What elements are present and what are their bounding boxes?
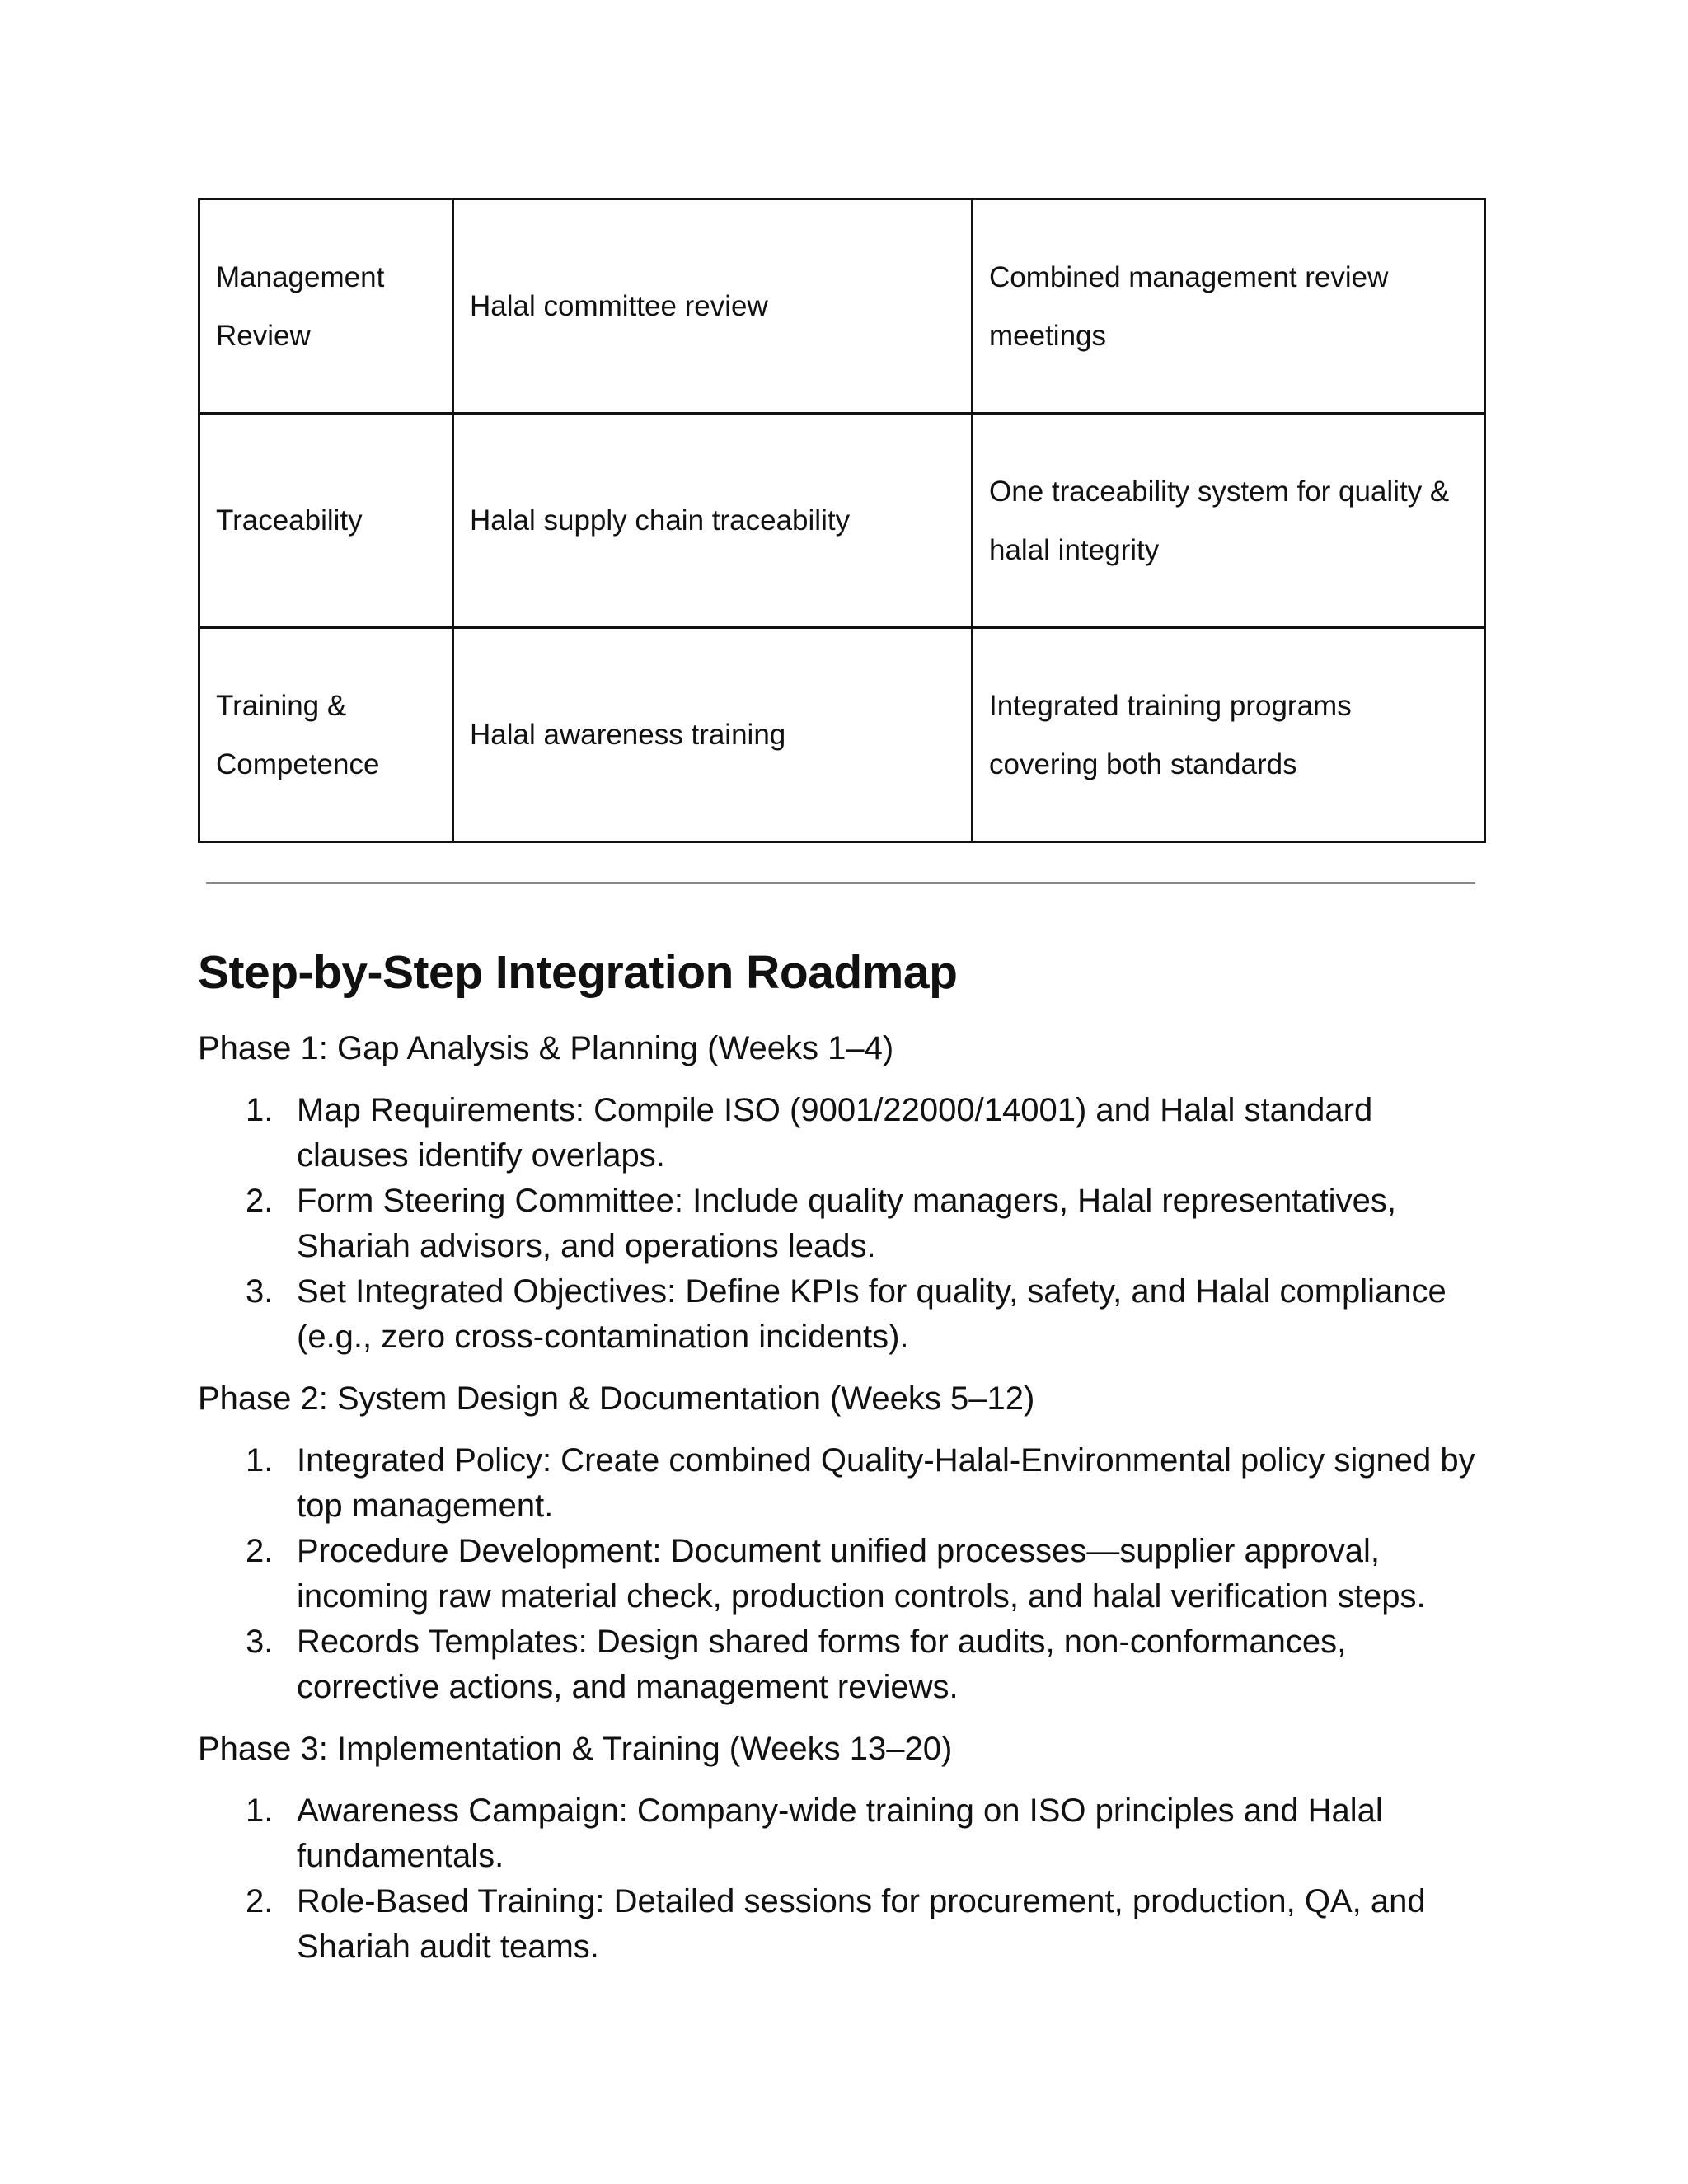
list-number: 2.	[246, 1533, 274, 1569]
list-item-text: Form Steering Committee: Include quality managers, Halal representatives, Shariah advisors, and operations leads.	[297, 1183, 1396, 1264]
table-cell-area: Training & Competence	[199, 628, 453, 842]
list-number: 3.	[246, 1624, 274, 1660]
table-cell-halal: Halal supply chain traceability	[453, 414, 973, 628]
list-number: 1.	[246, 1442, 274, 1479]
list-item-text: Records Templates: Design shared forms for audits, non-conformances, corrective actions, and management reviews.	[297, 1624, 1347, 1705]
list-item	[198, 1269, 1484, 1360]
list-item-text: Map Requirements: Compile ISO (9001/22000/14001) and Halal standard clauses identify overlaps.	[297, 1092, 1373, 1174]
table-cell-integrated: One traceability system for quality & halal integrity	[973, 414, 1485, 628]
table-row	[199, 628, 1485, 842]
list-number: 2.	[246, 1183, 274, 1219]
list-number: 3.	[246, 1273, 274, 1310]
table-cell-halal: Halal committee review	[453, 199, 973, 414]
horizontal-divider	[206, 882, 1475, 884]
phase-step-list	[198, 1788, 1484, 1970]
table-row	[199, 414, 1485, 628]
list-item	[198, 1438, 1484, 1529]
list-item	[198, 1088, 1484, 1179]
table-cell-area: Management Review	[199, 199, 453, 414]
phase-heading: Phase 3: Implementation & Training (Weeks 13–20)	[198, 1731, 953, 1767]
phase-step-list	[198, 1088, 1484, 1360]
table-cell-area: Traceability	[199, 414, 453, 628]
table-cell-integrated: Combined management review meetings	[973, 199, 1485, 414]
list-item	[198, 1179, 1484, 1269]
list-item	[198, 1879, 1484, 1970]
table-cell-halal: Halal awareness training	[453, 628, 973, 842]
table-row	[199, 199, 1485, 414]
section-title: Step-by-Step Integration Roadmap	[198, 946, 958, 999]
list-number: 1.	[246, 1092, 274, 1128]
list-number: 2.	[246, 1883, 274, 1919]
list-item	[198, 1788, 1484, 1879]
phase-step-list	[198, 1438, 1484, 1710]
list-item-text: Awareness Campaign: Company-wide training on ISO principles and Halal fundamentals.	[297, 1793, 1383, 1874]
phase-heading: Phase 2: System Design & Documentation (Weeks 5–12)	[198, 1380, 1035, 1417]
list-item-text: Role-Based Training: Detailed sessions for procurement, production, QA, and Shariah audit teams.	[297, 1883, 1426, 1965]
comparison-table	[198, 198, 1486, 843]
list-item	[198, 1529, 1484, 1619]
list-item	[198, 1619, 1484, 1710]
list-item-text: Integrated Policy: Create combined Quality-Halal-Environmental policy signed by top management.	[297, 1442, 1475, 1524]
list-item-text: Set Integrated Objectives: Define KPIs for quality, safety, and Halal compliance (e.g., zero cross-contamination incidents).	[297, 1273, 1447, 1355]
list-number: 1.	[246, 1793, 274, 1829]
table-cell-integrated: Integrated training programs covering both standards	[973, 628, 1485, 842]
phase-heading: Phase 1: Gap Analysis & Planning (Weeks 1–4)	[198, 1030, 894, 1066]
list-item-text: Procedure Development: Document unified processes—supplier approval, incoming raw material check, production controls, and halal verification steps.	[297, 1533, 1426, 1615]
